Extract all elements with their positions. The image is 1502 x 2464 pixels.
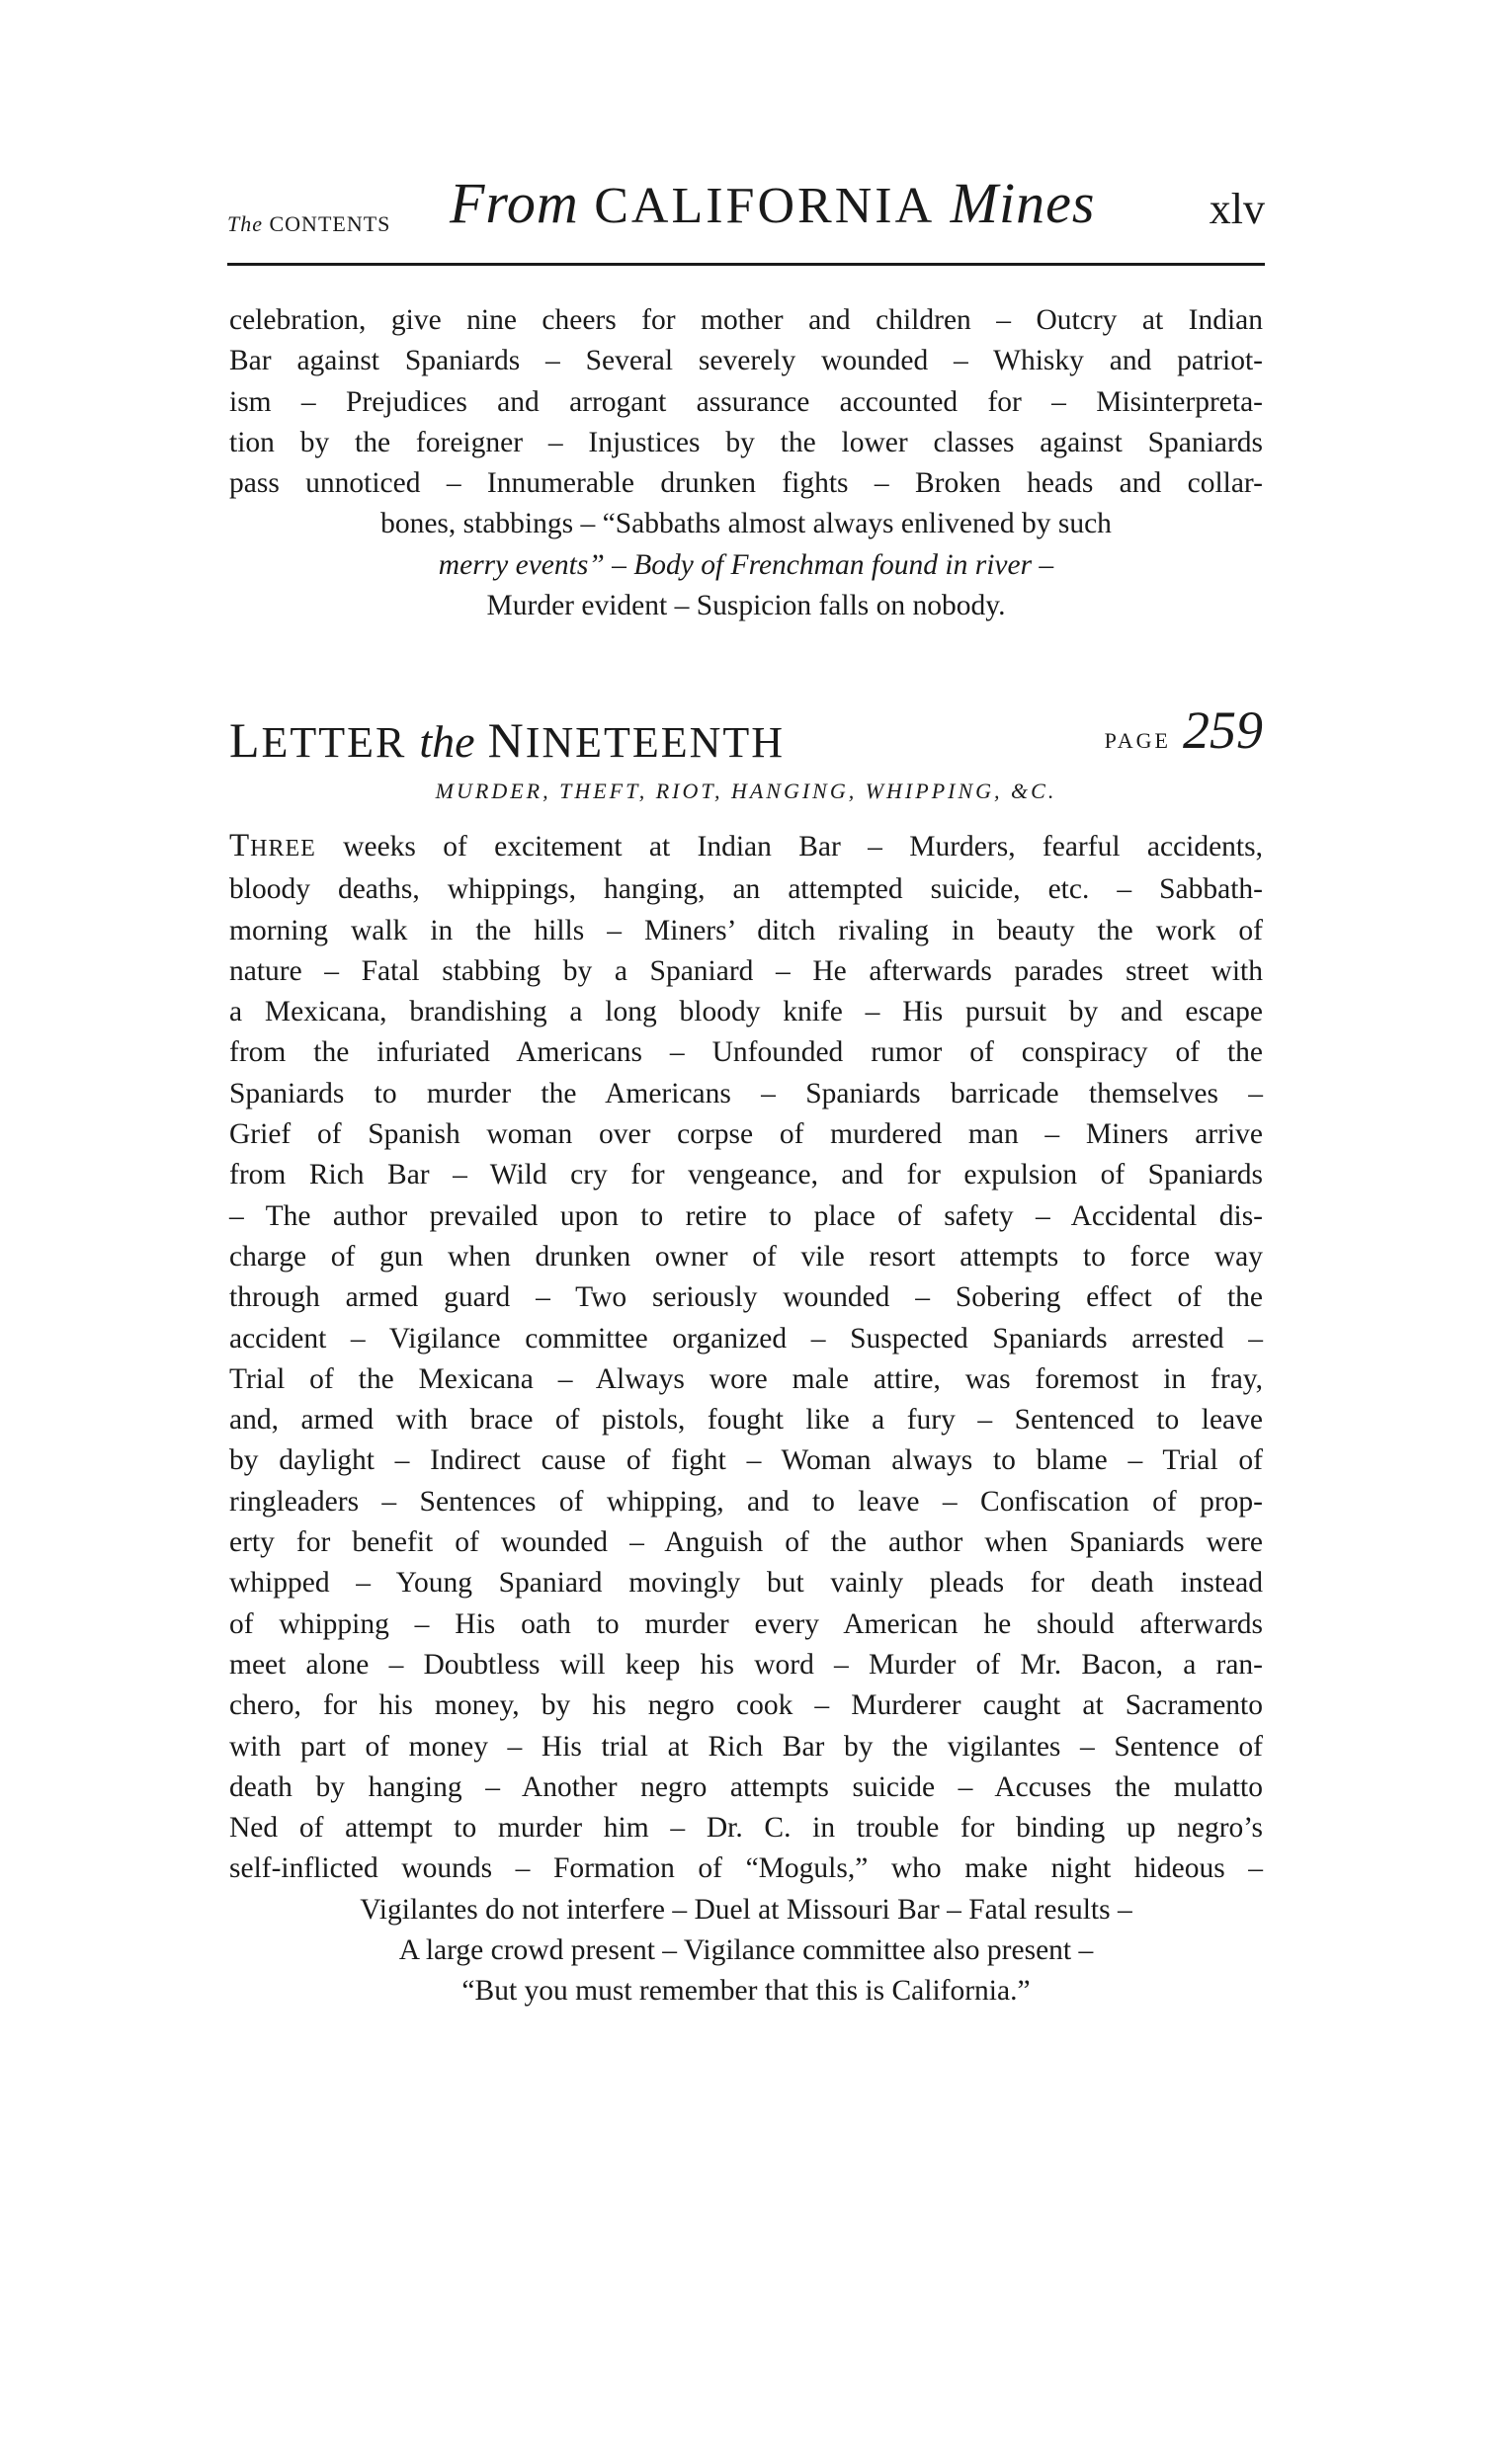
text-line: meet alone – Doubtless will keep his word – Murder of Mr. Bacon, a ran- [229,1648,1263,1681]
text-line: of whipping – His oath to murder every American he should afterwards [229,1607,1263,1640]
running-head-contents: CONTENTS [269,211,391,236]
text-line: Ned of attempt to murder him – Dr. C. in trouble for binding up negro’s [229,1812,1263,1845]
text-line: nature – Fatal stabbing by a Spaniard – He afterwards parades street with [229,954,1263,987]
text-line: ism – Prejudices and arrogant assurance accounted for – Misinterpreta- [229,385,1263,418]
text-line: bones, stabbings – “Sabbaths almost always enlivened by such [380,508,1112,540]
letter-page-number: 259 [1183,700,1263,760]
text-line: and, armed with brace of pistols, fought like a fury – Sentenced to leave [229,1404,1263,1437]
title-from: From [450,171,579,235]
text-line: from the infuriated Americans – Unfounded rumor of conspiracy of the [229,1036,1263,1069]
title-mines: Mines [950,171,1096,235]
text-line: merry events” – Body of Frenchman found in river – [438,548,1054,581]
running-head-section-label [227,211,390,237]
text-line: accident – Vigilance committee organized – Suspected Spaniards arrested – [229,1322,1263,1355]
text-line: morning walk in the hills – Miners’ ditch rivaling in beauty the work of [229,914,1263,946]
text-line: Spaniards to murder the Americans – Spaniards barricade themselves – [229,1077,1263,1109]
text-line: pass unnoticed – Innumerable drunken fights – Broken heads and collar- [229,467,1263,500]
text-line: A large crowd present – Vigilance committee also present – [398,1934,1094,1967]
text-line: – The author prevailed upon to retire to place of safety – Accidental dis- [229,1199,1263,1232]
letter-title [229,711,785,769]
previous-letter-summary [229,300,1263,626]
running-head [227,170,1265,259]
text-line: with part of money – His trial at Rich Bar by the vigilantes – Sentence of [229,1730,1263,1763]
letter-cap: L [229,712,262,768]
text-line: from Rich Bar – Wild cry for vengeance, and for expulsion of Spaniards [229,1159,1263,1191]
page-number: xlv [1209,185,1265,233]
text-line: charge of gun when drunken owner of vile resort attempts to force way [229,1240,1263,1273]
letter-rest: ETTER [261,718,407,767]
running-head-book-title [450,170,1095,236]
page-label: PAGE [1104,728,1171,753]
text-line: Grief of Spanish woman over corpse of murdered man – Miners arrive [229,1118,1263,1151]
text-line: chero, for his money, by his negro cook – Murderer caught at Sacramento [229,1689,1263,1722]
nineteenth-rest: INETEENTH [525,718,786,767]
lead-text: weeks of excitement at Indian Bar – Murders, fearful accidents, [315,831,1263,862]
text-line [229,826,1263,869]
letter-heading [229,699,1263,769]
text-line: a Mexicana, brandishing a long bloody knife – His pursuit by and escape [229,996,1263,1028]
lead-cap: T [229,828,251,863]
lead-small-caps: HREE [250,836,316,862]
text-line: ringleaders – Sentences of whipping, and to leave – Confiscation of prop- [229,1485,1263,1518]
title-california: CALIFORNIA [594,178,936,234]
text-line: Trial of the Mexicana – Always wore male attire, was foremost in fray, [229,1362,1263,1395]
running-head-the: The [227,211,263,236]
letter-the: the [419,716,475,767]
text-line: celebration, give nine cheers for mother and children – Outcry at Indian [229,304,1263,336]
text-line: “But you must remember that this is California.” [461,1975,1031,2008]
text-line: Murder evident – Suspicion falls on nobody. [486,590,1006,622]
letter-page-ref [1105,699,1263,761]
text-line: through armed guard – Two seriously wounded – Sobering effect of the [229,1281,1263,1314]
letter-subtitle: MURDER, THEFT, RIOT, HANGING, WHIPPING, &C. [435,779,1057,803]
text-line: erty for benefit of wounded – Anguish of the author when Spaniards were [229,1526,1263,1559]
nineteenth-cap: N [487,712,526,768]
text-line: by daylight – Indirect cause of fight – Woman always to blame – Trial of [229,1444,1263,1477]
text-line: tion by the foreigner – Injustices by the lower classes against Spaniards [229,426,1263,458]
text-line: whipped – Young Spaniard movingly but vainly pleads for death instead [229,1567,1263,1600]
text-line: self-inflicted wounds – Formation of “Moguls,” who make night hideous – [229,1852,1263,1885]
letter-summary [229,826,1263,2012]
text-line: bloody deaths, whippings, hanging, an attempted suicide, etc. – Sabbath- [229,873,1263,906]
text-line: death by hanging – Another negro attempts suicide – Accuses the mulatto [229,1770,1263,1803]
text-line: Bar against Spaniards – Several severely wounded – Whisky and patriot- [229,345,1263,377]
header-rule [227,263,1265,266]
text-line: Vigilantes do not interfere – Duel at Missouri Bar – Fatal results – [360,1893,1132,1926]
